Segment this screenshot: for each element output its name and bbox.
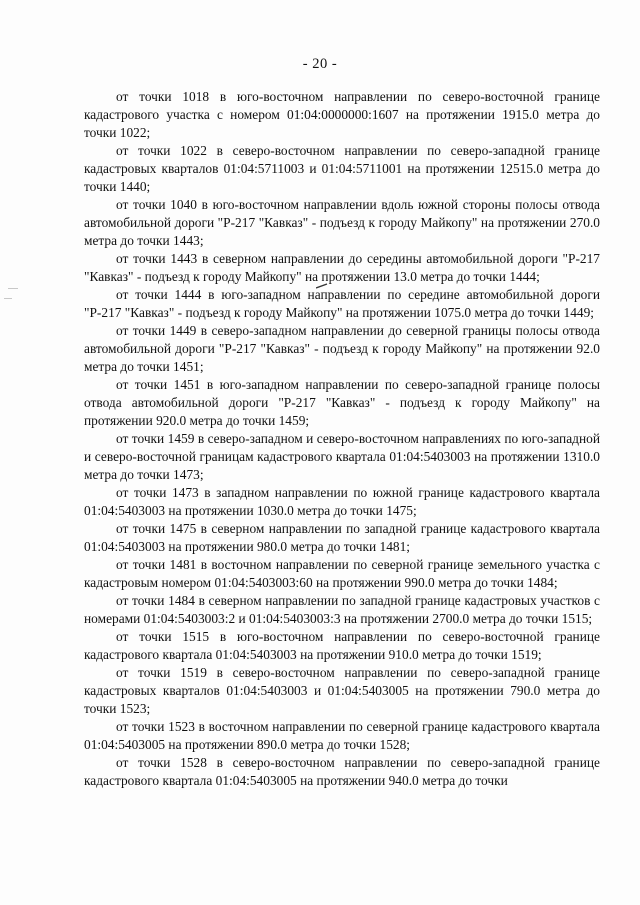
- margin-mark: [4, 298, 12, 299]
- boundary-paragraph: от точки 1523 в восточном направлении по северной границе кадастрового квартала 01:04:5403005 на протяжении 890.0 метра до точки 1528;: [84, 719, 600, 752]
- boundary-paragraph: от точки 1040 в юго-восточном направлении вдоль южной стороны полосы отвода автомобильной дороги "Р-217 "Кавказ" - подъезд к городу Майкопу" на протяжении 270.0 метра до точки 1443;: [84, 197, 600, 248]
- boundary-paragraph: от точки 1481 в восточном направлении по северной границе земельного участка с кадастровым номером 01:04:5403003:60 на протяжении 990.0 метра до точки 1484;: [84, 557, 600, 590]
- boundary-paragraph: от точки 1473 в западном направлении по южной границе кадастрового квартала 01:04:5403003 на протяжении 1030.0 метра до точки 1475;: [84, 485, 600, 518]
- boundary-paragraph: от точки 1443 в северном направлении до середины автомобильной дороги "Р-217 "Кавказ" - подъезд к городу Майкопу" на протяжении 13.0 метра до точки 1444;: [84, 251, 600, 284]
- boundary-paragraph: от точки 1444 в юго-западном направлении по середине автомобильной дороги "Р-217 "Кавказ" - подъезд к городу Майкопу" на протяжении 1075.0 метра до точки 1449;: [84, 287, 600, 320]
- boundary-paragraph: от точки 1519 в северо-восточном направлении по северо-западной границе кадастровых кварталов 01:04:5403003 и 01:04:5403005 на протяжении 790.0 метра до точки 1523;: [84, 665, 600, 716]
- document-body: [84, 88, 600, 790]
- boundary-paragraph: от точки 1018 в юго-восточном направлении по северо-восточной границе кадастрового участка с номером 01:04:0000000:1607 на протяжении 1915.0 метра до точки 1022;: [84, 89, 600, 140]
- boundary-paragraph: от точки 1449 в северо-западном направлении до северной границы полосы отвода автомобильной дороги "Р-217 "Кавказ" - подъезд к городу Майкопу" на протяжении 92.0 метра до точки 1451;: [84, 323, 600, 374]
- boundary-paragraph: от точки 1528 в северо-восточном направлении по северо-западной границе кадастрового квартала 01:04:5403005 на протяжении 940.0 метра до точки: [84, 755, 600, 788]
- boundary-paragraph: от точки 1515 в юго-восточном направлении по северо-восточной границе кадастрового квартала 01:04:5403003 на протяжении 910.0 метра до точки 1519;: [84, 629, 600, 662]
- boundary-paragraph: от точки 1022 в северо-восточном направлении по северо-западной границе кадастровых кварталов 01:04:5711003 и 01:04:5711001 на протяжении 12515.0 метра до точки 1440;: [84, 143, 600, 194]
- boundary-paragraph: от точки 1459 в северо-западном и северо-восточном направлениях по юго-западной и северо-восточной границам кадастрового квартала 01:04:5403003 на протяжении 1310.0 метра до точки 1473;: [84, 431, 600, 482]
- page-number: - 20 -: [302, 56, 338, 72]
- margin-mark: [8, 288, 18, 289]
- boundary-paragraph: от точки 1475 в северном направлении по западной границе кадастрового квартала 01:04:5403003 на протяжении 980.0 метра до точки 1481;: [84, 521, 600, 554]
- boundary-paragraph: от точки 1484 в северном направлении по западной границе кадастровых участков с номерами 01:04:5403003:2 и 01:04:5403003:3 на протяжении 2700.0 метра до точки 1515;: [84, 593, 600, 626]
- boundary-paragraph: от точки 1451 в юго-западном направлении по северо-западной границе полосы отвода автомобильной дороги "Р-217 "Кавказ" - подъезд к городу Майкопу" на протяжении 920.0 метра до точки 1459;: [84, 377, 600, 428]
